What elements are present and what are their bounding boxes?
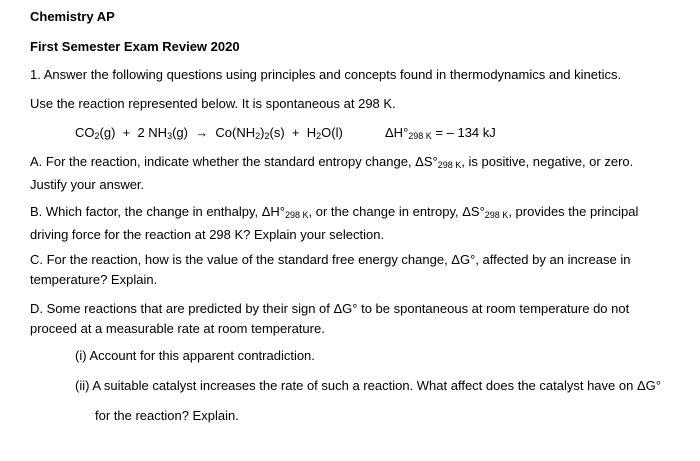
reaction-sub: 2: [255, 131, 261, 141]
page-title: Chemistry AP: [30, 9, 115, 24]
reaction-sub: 3: [167, 131, 173, 141]
part-d-ii: (ii) A suitable catalyst increases the rate of such a reaction. What affect does the catalyst have on ΔG°: [75, 378, 661, 393]
enthalpy-sub: 298 K: [408, 131, 432, 141]
reaction-text: ): [260, 125, 265, 140]
part-b-line1: [30, 202, 680, 225]
reaction-text: O(l): [321, 125, 343, 140]
enthalpy-number: = – 134 kJ: [431, 125, 496, 140]
part-c: [30, 250, 680, 290]
part-d-ii-continued: for the reaction? Explain.: [95, 408, 239, 423]
reaction-intro: Use the reaction represented below. It is spontaneous at 298 K.: [30, 96, 396, 111]
reaction-sub: 2: [316, 131, 322, 141]
part-a-line2: Justify your answer.: [30, 177, 145, 192]
part-d: [30, 299, 680, 339]
part-d-line2: proceed at a measurable rate at room temperature.: [30, 321, 325, 336]
part-a-text: , is positive, negative, or zero.: [461, 154, 634, 169]
reaction-sub: 2: [94, 131, 100, 141]
question-1: 1. Answer the following questions using principles and concepts found in thermodynamics and kinetics.: [30, 67, 622, 82]
part-a-line1: [30, 152, 680, 175]
part-a: [30, 152, 680, 195]
enthalpy-label: ΔH°: [385, 125, 409, 140]
reaction-sub: 2: [264, 131, 270, 141]
reaction-equation: [75, 125, 343, 141]
part-a-sub: 298 K: [437, 160, 462, 170]
part-b-sub: 298 K: [484, 210, 509, 220]
part-a-text: A. For the reaction, indicate whether the standard entropy change, ΔS°: [30, 154, 438, 169]
part-b-text: , or the change in entropy, ΔS°: [308, 204, 485, 219]
part-b: [30, 202, 680, 245]
reaction-text: (g) + 2 NH: [99, 125, 168, 140]
part-d-i: (i) Account for this apparent contradiction.: [75, 348, 315, 363]
part-b-line2: driving force for the reaction at 298 K? Explain your selection.: [30, 227, 385, 242]
reaction-text: (s) + H: [269, 125, 317, 140]
part-b-text: , provides the principal: [508, 204, 639, 219]
part-b-sub: 298 K: [285, 210, 309, 220]
part-d-line1: D. Some reactions that are predicted by their sign of ΔG° to be spontaneous at room temperature do not: [30, 301, 630, 316]
page-subtitle: First Semester Exam Review 2020: [30, 39, 240, 54]
part-c-line2: temperature? Explain.: [30, 272, 158, 287]
reaction-co2: CO: [75, 125, 95, 140]
reaction-text: (g) → Co(NH: [172, 125, 256, 140]
part-b-text: B. Which factor, the change in enthalpy, ΔH°: [30, 204, 285, 219]
part-c-line1: C. For the reaction, how is the value of the standard free energy change, ΔG°, affected by an increase in: [30, 252, 631, 267]
enthalpy-value: [385, 125, 496, 144]
